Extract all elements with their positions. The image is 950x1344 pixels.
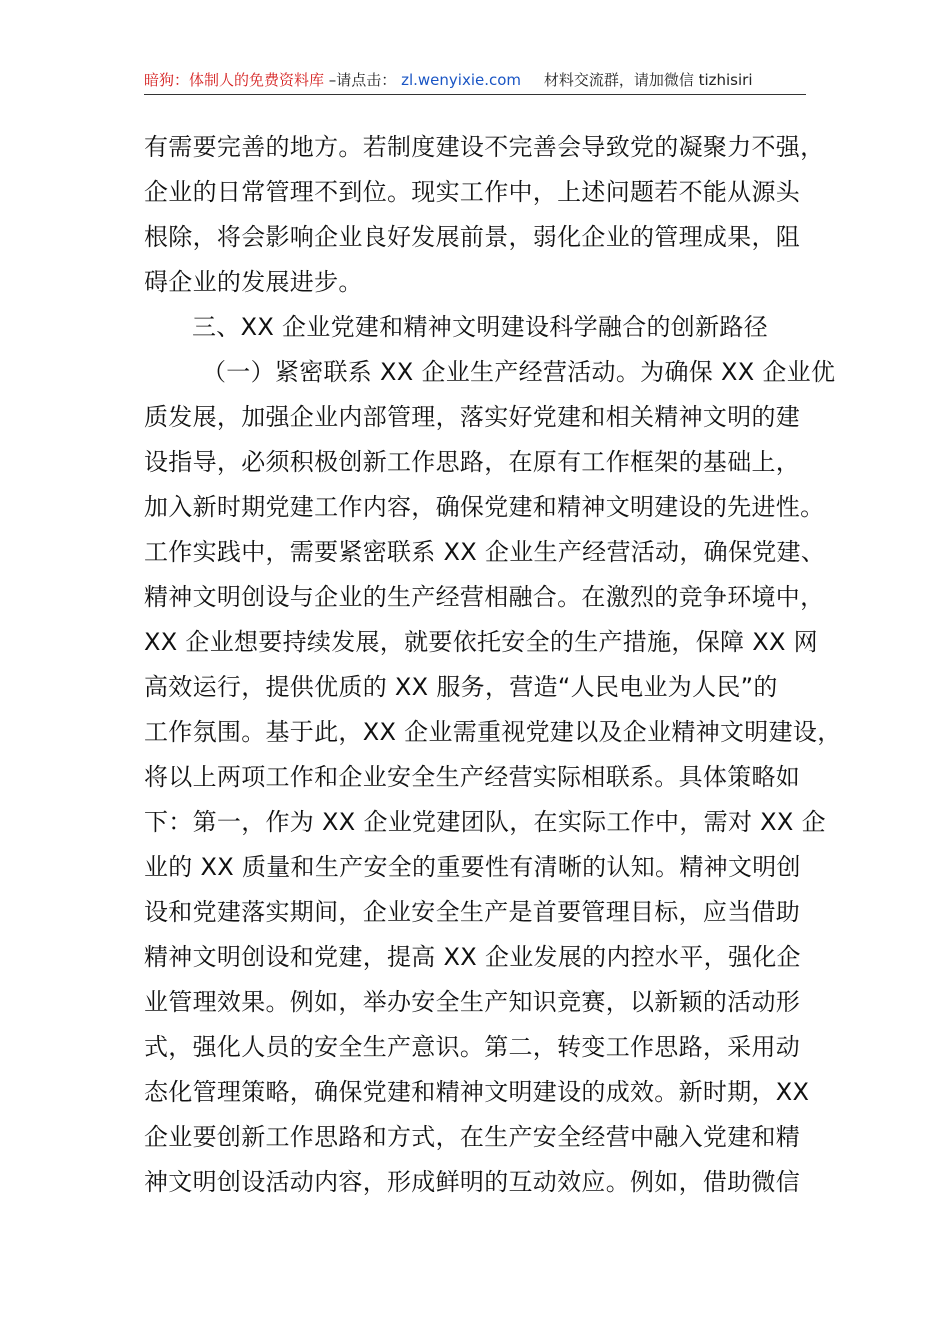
page-header [144,66,806,95]
subsection-heading: （一）紧密联系 XX 企业生产经营活动。为确保 XX 企业优 [202,358,836,386]
section-heading: 三、XX 企业党建和精神文明建设科学融合的创新路径 [192,313,769,341]
text-line: 精神文明创设与企业的生产经营相融合。在激烈的竞争环境中， [144,583,825,611]
text-line: 神文明创设活动内容，形成鲜明的互动效应。例如，借助微信 [144,1168,801,1196]
header-contact: 材料交流群，请加微信 tizhisiri [543,71,753,89]
text-line: 精神文明创设和党建，提高 XX 企业发展的内控水平，强化企 [144,943,801,971]
text-line: 碍企业的发展进步。 [144,268,363,296]
header-brand: 暗狗：体制人的免费资料库 [144,71,325,89]
header-link[interactable]: zl.wenyixie.com [401,71,522,89]
text-line: 下：第一，作为 XX 企业党建团队，在实际工作中，需对 XX 企 [144,808,826,836]
text-line: 根除，将会影响企业良好发展前景，弱化企业的管理成果，阻 [144,223,801,251]
text-line: 企业要创新工作思路和方式，在生产安全经营中融入党建和精 [144,1123,801,1151]
text-line: 高效运行，提供优质的 XX 服务，营造“人民电业为人民”的 [144,673,778,701]
text-line: XX 企业想要持续发展，就要依托安全的生产措施，保障 XX 网 [144,628,818,656]
text-line: 设指导，必须积极创新工作思路，在原有工作框架的基础上， [144,448,801,476]
text-line: 式，强化人员的安全生产意识。第二，转变工作思路，采用动 [144,1033,801,1061]
text-line: 有需要完善的地方。若制度建设不完善会导致党的凝聚力不强， [144,133,825,161]
document-body [144,125,842,1205]
text-line: 将以上两项工作和企业安全生产经营实际相联系。具体策略如 [144,763,801,791]
text-line: 业的 XX 质量和生产安全的重要性有清晰的认知。精神文明创 [144,853,801,881]
text-line: 工作氛围。基于此，XX 企业需重视党建以及企业精神文明建设， [144,718,842,746]
text-line: 工作实践中，需要紧密联系 XX 企业生产经营活动，确保党建、 [144,538,826,566]
text-line: 态化管理策略，确保党建和精神文明建设的成效。新时期，XX [144,1078,810,1106]
header-click-prefix: –请点击： [328,71,397,89]
text-line: 质发展，加强企业内部管理，落实好党建和相关精神文明的建 [144,403,801,431]
text-line: 设和党建落实期间，企业安全生产是首要管理目标，应当借助 [144,898,801,926]
text-line: 企业的日常管理不到位。现实工作中，上述问题若不能从源头 [144,178,801,206]
text-line: 加入新时期党建工作内容，确保党建和精神文明建设的先进性。 [144,493,825,521]
text-line: 业管理效果。例如，举办安全生产知识竞赛，以新颖的活动形 [144,988,801,1016]
